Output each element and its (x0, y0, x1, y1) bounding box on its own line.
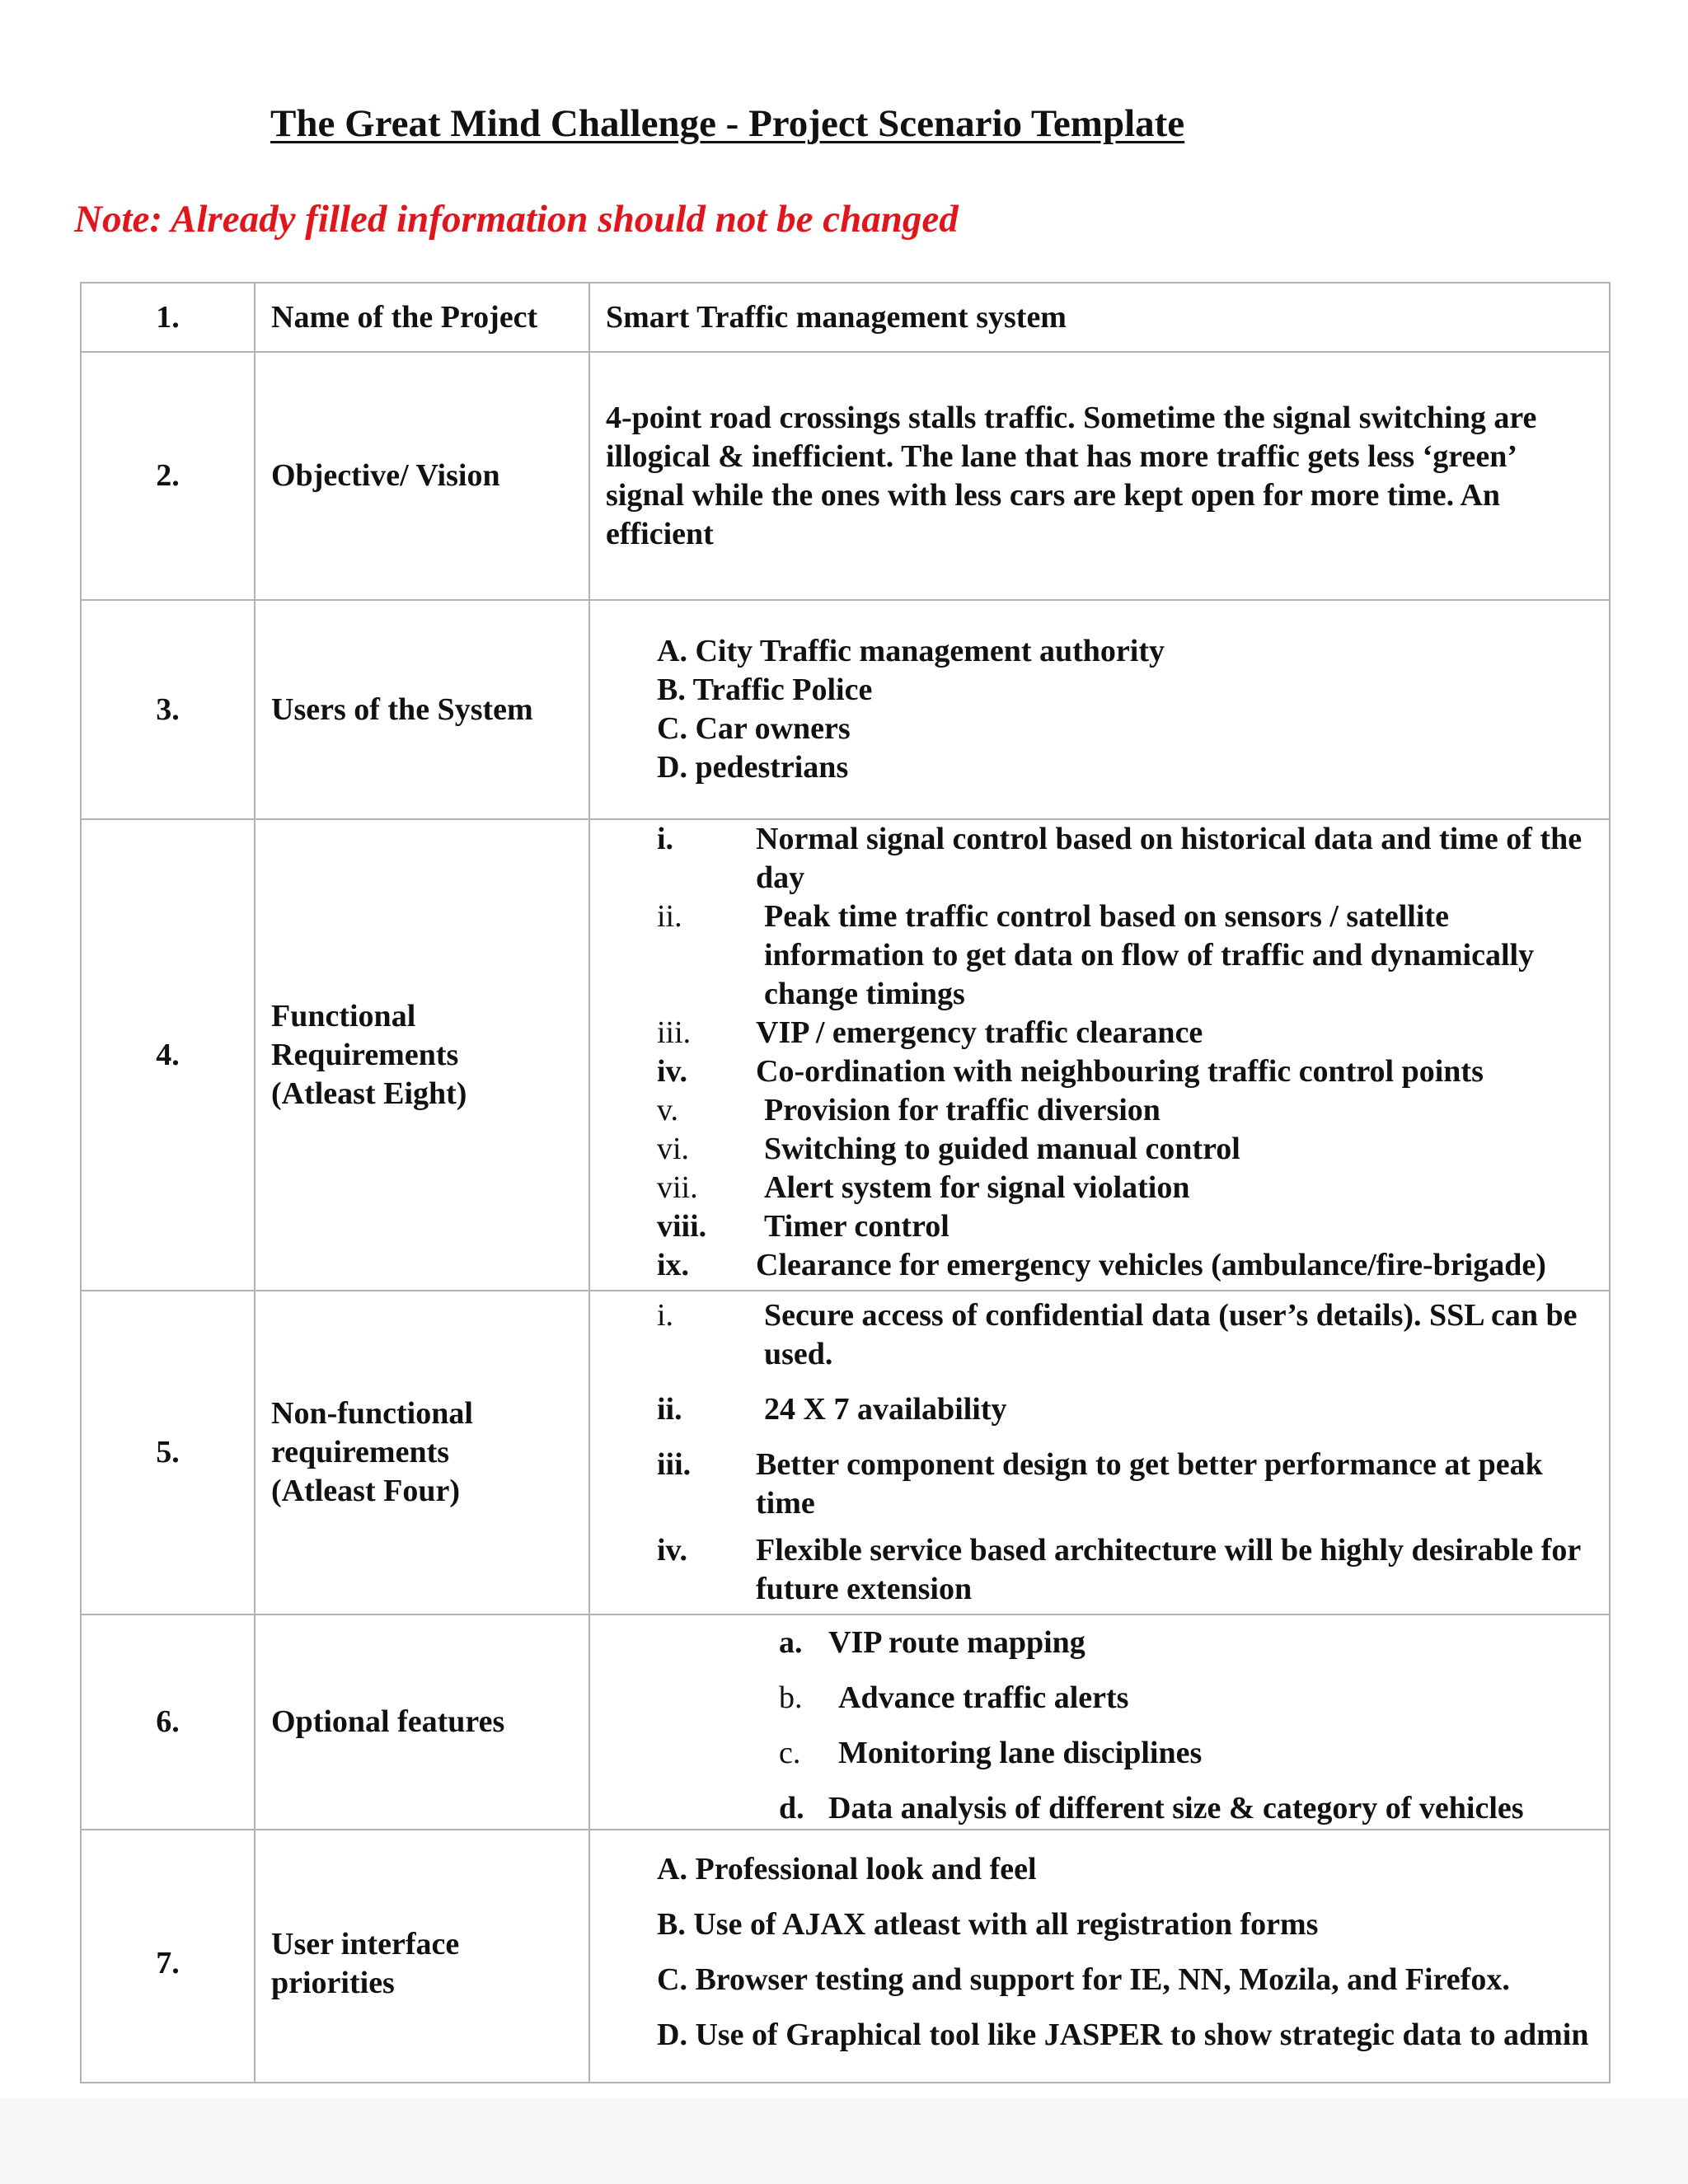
row-number: 5. (81, 1291, 255, 1615)
list-item (606, 1207, 1597, 1246)
row-optional-features (81, 1615, 1610, 1830)
row-label: Objective/ Vision (255, 352, 589, 600)
scenario-table (80, 282, 1611, 2083)
list-item (606, 1246, 1597, 1285)
label-line: Non-functional (271, 1396, 473, 1431)
list-text: Better component design to get better performance at peak time (756, 1447, 1543, 1521)
list-number: vi. (657, 1132, 690, 1166)
functional-list (606, 820, 1597, 1285)
row-users (81, 600, 1610, 819)
list-letter: a. (779, 1625, 803, 1660)
list-number: ix. (657, 1248, 690, 1282)
list-text: Provision for traffic diversion (764, 1093, 1160, 1127)
list-item: D. Use of Graphical tool like JASPER to show strategic data to admin (657, 2018, 1589, 2052)
nonfunctional-list (606, 1296, 1597, 1609)
row-functional-requirements (81, 819, 1610, 1291)
row-ui-priorities (81, 1830, 1610, 2083)
list-text: VIP route mapping (828, 1625, 1085, 1660)
list-letter: c. (779, 1736, 801, 1770)
list-letter: d. (779, 1791, 804, 1825)
row-nonfunctional-requirements (81, 1291, 1610, 1615)
list-text: Clearance for emergency vehicles (ambulance/fire-brigade) (756, 1248, 1546, 1282)
label-line: (Atleast Four) (271, 1474, 460, 1508)
list-item: A. City Traffic management authority (657, 634, 1165, 668)
list-text: Switching to guided manual control (764, 1132, 1240, 1166)
list-number: iii. (657, 1447, 692, 1482)
list-number: iii. (657, 1015, 692, 1050)
list-number: v. (657, 1093, 679, 1127)
row-content (589, 1615, 1610, 1830)
list-item (606, 1296, 1597, 1374)
list-item (606, 1446, 1597, 1523)
row-project-name (81, 283, 1610, 352)
page-bottom-shade (0, 2097, 1688, 2184)
list-item (606, 1014, 1597, 1052)
row-content (589, 819, 1610, 1291)
list-item (606, 1052, 1597, 1091)
note-text: Note: Already filled information should not be changed (74, 198, 959, 241)
list-item (82, 1789, 1597, 1828)
list-item (606, 1130, 1597, 1169)
list-item: C. Car owners (657, 711, 851, 746)
list-text: Flexible service based architecture will be highly desirable for future extension (756, 1533, 1581, 1606)
row-number: 1. (81, 283, 255, 352)
list-text: Data analysis of different size & category of vehicles (828, 1791, 1524, 1825)
row-number: 7. (81, 1830, 255, 2083)
label-line: Functional (271, 998, 416, 1033)
list-text: Alert system for signal violation (764, 1170, 1190, 1205)
list-number: ii. (657, 899, 682, 934)
list-item (606, 820, 1597, 898)
list-number: i. (657, 1298, 674, 1333)
list-text: Advance traffic alerts (838, 1680, 1129, 1715)
list-number: iv. (657, 1054, 687, 1089)
row-content (589, 600, 1610, 819)
list-item (606, 1390, 1597, 1429)
list-text: Timer control (764, 1209, 950, 1244)
page-title: The Great Mind Challenge - Project Scenario Template (270, 102, 1185, 145)
list-text: Peak time traffic control based on sensors / satellite information to get data on flow of traffic and dynamically change timings (764, 899, 1535, 1011)
row-label (255, 1830, 589, 2083)
ui-priorities-list (606, 1850, 1597, 2055)
list-item: C. Browser testing and support for IE, NN, Mozila, and Firefox. (657, 1962, 1510, 1997)
list-item: B. Use of AJAX atleast with all registration forms (657, 1907, 1319, 1942)
list-number: i. (657, 822, 674, 856)
list-text: Co-ordination with neighbouring traffic control points (756, 1054, 1484, 1089)
list-item: B. Traffic Police (657, 673, 873, 707)
label-line: User interface (271, 1926, 460, 1961)
label-line: priorities (271, 1965, 395, 2000)
list-item (606, 1091, 1597, 1130)
list-text: VIP / emergency traffic clearance (756, 1015, 1203, 1050)
list-number: ii. (657, 1392, 682, 1427)
label-line: requirements (271, 1435, 450, 1469)
objective-paragraph: 4-point road crossings stalls traffic. Sometime the signal switching are illogical & inefficient. The lane that has more traffic gets less ‘green’ signal while the ones with less cars are kept open for more time. An efficient (606, 400, 1537, 551)
row-content: Smart Traffic management system (589, 283, 1610, 352)
list-number: iv. (657, 1533, 687, 1568)
list-text: 24 X 7 availability (764, 1392, 1007, 1427)
list-item (82, 1624, 1597, 1662)
list-item (606, 1169, 1597, 1207)
list-item: D. pedestrians (657, 750, 849, 785)
row-number: 6. (81, 1615, 255, 1830)
list-item: A. Professional look and feel (657, 1852, 1037, 1886)
row-label (255, 1291, 589, 1615)
label-line: (Atleast Eight) (271, 1076, 467, 1111)
list-item (606, 898, 1597, 1014)
row-content (589, 1830, 1610, 2083)
row-label: Optional features (255, 1615, 589, 1830)
row-number: 2. (81, 352, 255, 600)
label-line: Requirements (271, 1037, 459, 1072)
row-label: Users of the System (255, 600, 589, 819)
row-objective (81, 352, 1610, 600)
row-content (589, 352, 1610, 600)
row-label: Name of the Project (255, 283, 589, 352)
row-label (255, 819, 589, 1291)
row-number: 3. (81, 600, 255, 819)
list-item (606, 1531, 1597, 1609)
row-content (589, 1291, 1610, 1615)
list-number: viii. (657, 1209, 707, 1244)
list-text: Normal signal control based on historical data and time of the day (756, 822, 1582, 895)
list-text: Monitoring lane disciplines (838, 1736, 1203, 1770)
row-number: 4. (81, 819, 255, 1291)
list-number: vii. (657, 1170, 698, 1205)
users-list (606, 632, 1597, 787)
list-letter: b. (779, 1680, 803, 1715)
list-text: Secure access of confidential data (user’s details). SSL can be used. (764, 1298, 1578, 1371)
